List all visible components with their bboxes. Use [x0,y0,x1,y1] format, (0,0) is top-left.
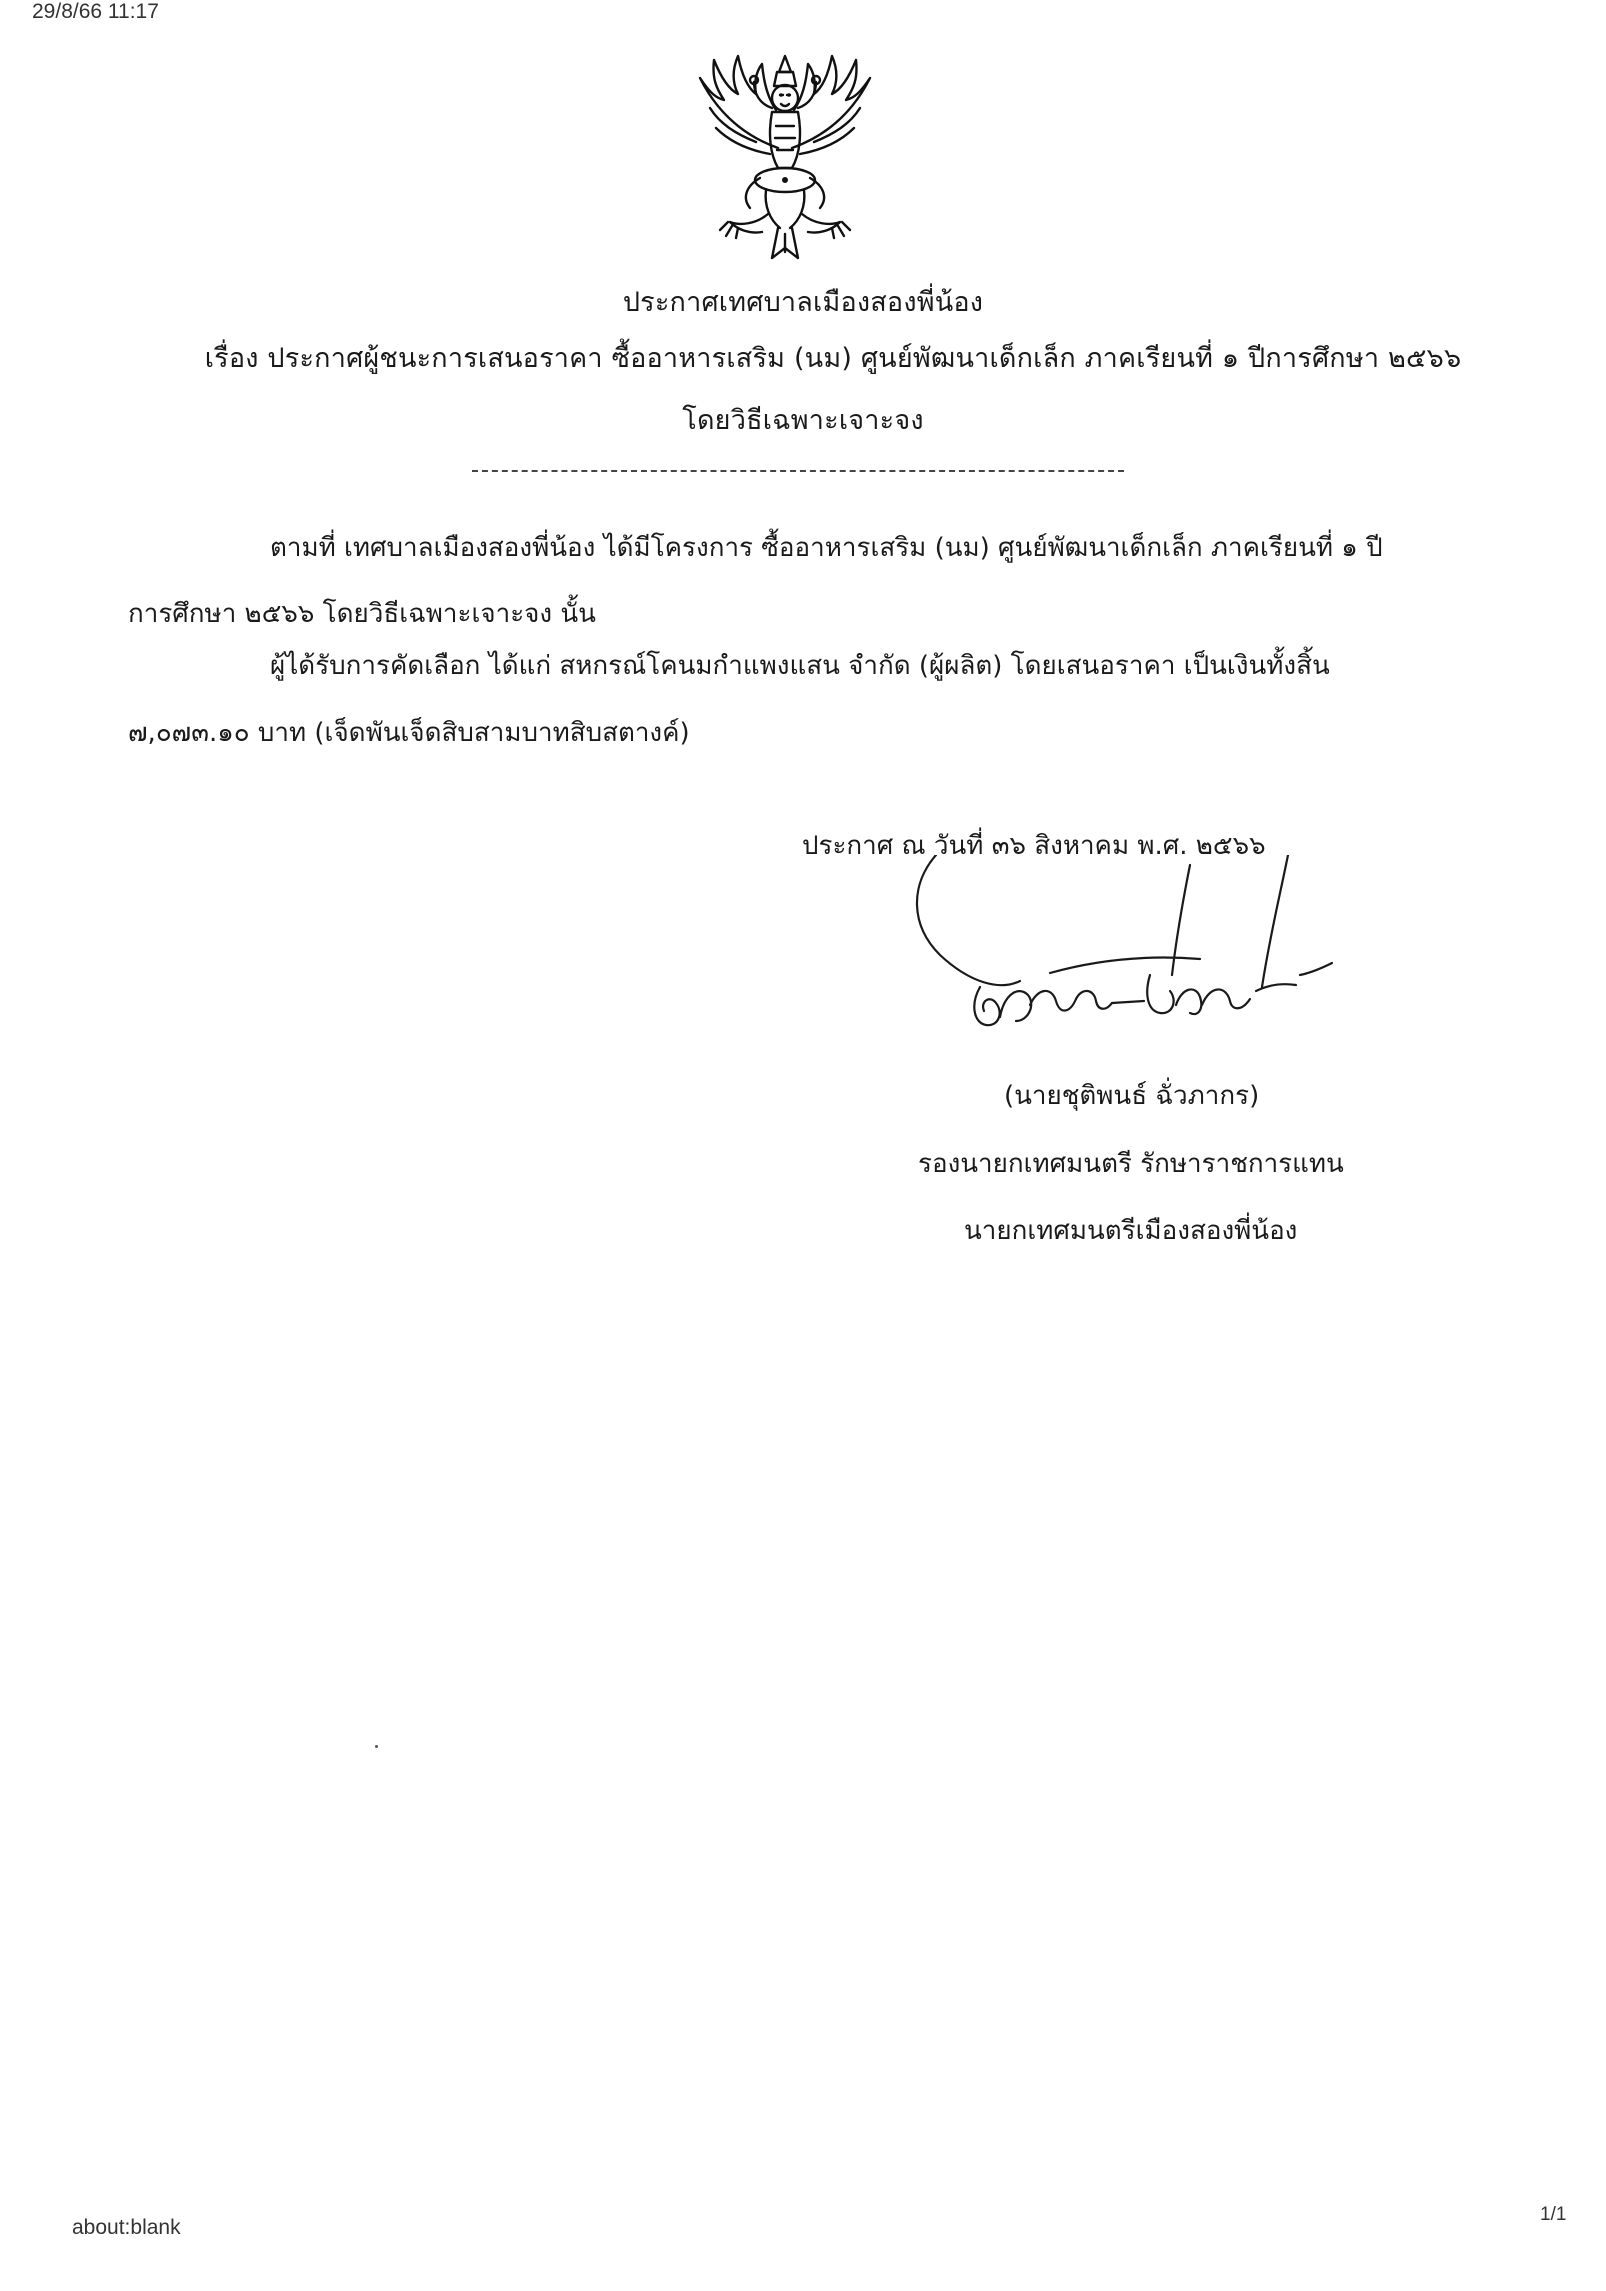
garuda-emblem-icon [680,38,890,278]
signer-position-line-1: รองนายกเทศมนตรี รักษาราชการแทน [918,1149,1344,1179]
dashed-divider [472,470,1124,472]
print-datetime: 29/8/66 11:17 [32,0,159,23]
signer-position-line-2: นายกเทศมนตรีเมืองสองพี่น้อง [964,1216,1298,1246]
announcement-date: ประกาศ ณ วันที่ ๓๖ สิงหาคม พ.ศ. ๒๕๖๖ [802,831,1266,861]
print-footer-page: 1/1 [1540,2204,1567,2225]
body-paragraph-1-line-1: ตามที่ เทศบาลเมืองสองพี่น้อง ได้มีโครงการ ซื้ออาหารเสริม (นม) ศูนย์พัฒนาเด็กเล็ก ภาคเรียนที่ ๑ ปี [270,533,1383,563]
body-paragraph-2-line-1: ผู้ได้รับการคัดเลือก ได้แก่ สหกรณ์โคนมกำแพงแสน จำกัด (ผู้ผลิต) โดยเสนอราคา เป็นเงินทั้งสิ้น [270,651,1330,681]
body-paragraph-1-line-2: การศึกษา ๒๕๖๖ โดยวิธีเฉพาะเจาะจง นั้น [128,599,596,629]
announcement-method: โดยวิธีเฉพาะเจาะจง [682,405,924,436]
announcement-title: ประกาศเทศบาลเมืองสองพี่น้อง [622,287,984,318]
handwritten-signature [900,855,1360,1055]
announcement-subject: เรื่อง ประกาศผู้ชนะการเสนอราคา ซื้ออาหารเสริม (นม) ศูนย์พัฒนาเด็กเล็ก ภาคเรียนที่ ๑ ปีการศึกษา ๒๕๖๖ [204,343,1462,374]
signer-name: (นายชุติพนธ์ ฉั่วภากร) [1004,1081,1260,1111]
print-footer-url: about:blank [72,2216,181,2239]
scan-speck [375,1745,378,1748]
body-paragraph-2-line-2: ๗,๐๗๓.๑๐ บาท (เจ็ดพันเจ็ดสิบสามบาทสิบสตางค์) [128,718,690,748]
